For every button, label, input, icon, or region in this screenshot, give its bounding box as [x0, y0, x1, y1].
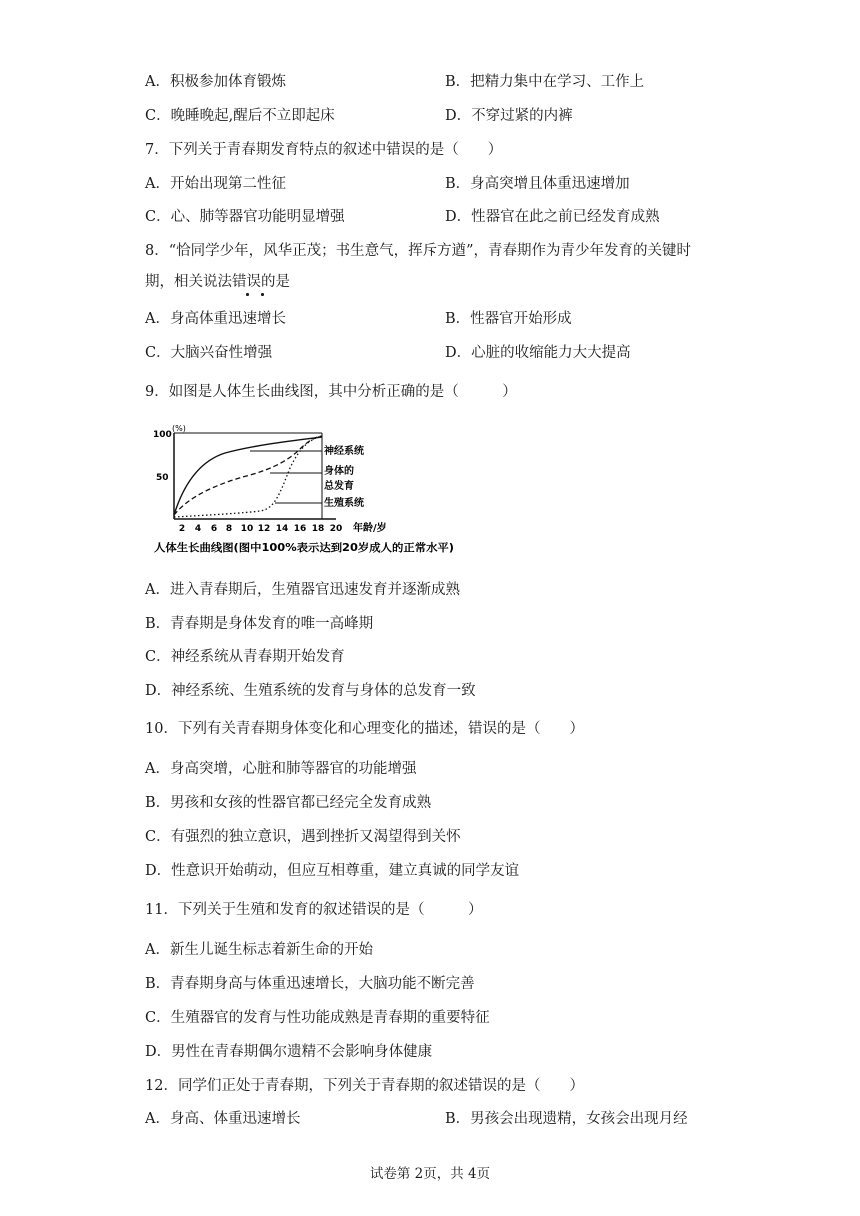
- q7-option-b: B．身高突增且体重迅速增加: [445, 176, 630, 192]
- x-tick: 14: [275, 524, 289, 534]
- x-tick: 8: [225, 524, 233, 534]
- q11-option-c: C．生殖器官的发育与性功能成熟是青春期的重要特征: [145, 1010, 490, 1026]
- label-body-line2: 总发育: [324, 481, 354, 492]
- y-unit: (%): [172, 424, 186, 433]
- q11-option-b: B．青春期身高与体重迅速增长，大脑功能不断完善: [145, 976, 475, 992]
- q11-option-a: A．新生儿诞生标志着新生命的开始: [145, 942, 373, 958]
- x-tick: 4: [194, 524, 202, 534]
- y-tick-50: 50: [156, 473, 169, 483]
- x-tick: 16: [293, 524, 307, 534]
- q10-option-b: B．男孩和女孩的性器官都已经完全发育成熟: [145, 795, 432, 811]
- q11-stem: 11．下列关于生殖和发育的叙述错误的是（ ）: [145, 902, 483, 918]
- figure-caption: 人体生长曲线图(图中100%表示达到20岁成人的正常水平): [154, 542, 432, 554]
- q8-option-a: A．身高体重迅速增长: [145, 311, 286, 327]
- q8-stem-line2-text: 期，相关说法错误的是: [145, 274, 290, 290]
- growth-curve-figure: [150, 423, 468, 561]
- q9-option-c: C．神经系统从青春期开始发育: [145, 649, 345, 665]
- growth-curve-svg: [150, 423, 468, 561]
- q8-option-b: B．性器官开始形成: [445, 311, 572, 327]
- x-tick: 20: [329, 524, 343, 534]
- x-tick: 2: [178, 524, 186, 534]
- y-tick-100: 100: [153, 430, 172, 440]
- q7-option-a: A．开始出现第二性征: [145, 176, 286, 192]
- q12-option-b: B．男孩会出现遗精，女孩会出现月经: [445, 1111, 688, 1127]
- q8-stem-line1: 8．“恰同学少年，风华正茂；书生意气，挥斥方遒”，青春期作为青少年发育的关键时: [145, 243, 692, 259]
- q6-option-a: A．积极参加体育锻炼: [145, 74, 286, 90]
- q8-option-c: C．大脑兴奋性增强: [145, 345, 273, 361]
- q12-option-a: A．身高、体重迅速增长: [145, 1111, 301, 1127]
- label-body-line1: 身体的: [324, 466, 354, 477]
- q8-stem-line2: [145, 272, 860, 292]
- q9-option-a: A．进入青春期后，生殖器官迅速发育并逐渐成熟: [145, 582, 460, 598]
- q6-option-c: C．晚睡晚起,醒后不立即起床: [145, 108, 335, 124]
- label-reproductive-system: 生殖系统: [324, 498, 364, 509]
- x-tick: 6: [210, 524, 218, 534]
- label-nervous-system: 神经系统: [324, 446, 364, 457]
- emphasis-dot: [261, 293, 264, 296]
- q10-stem: 10．下列有关青春期身体变化和心理变化的描述，错误的是（ ）: [145, 721, 584, 737]
- q7-option-c: C．心、肺等器官功能明显增强: [145, 209, 345, 225]
- q9-option-d: D．神经系统、生殖系统的发育与身体的总发育一致: [145, 683, 476, 699]
- q9-option-b: B．青春期是身体发育的唯一高峰期: [145, 616, 374, 632]
- x-axis-title: 年龄/岁: [353, 523, 387, 534]
- q6-option-d: D．不穿过紧的内裤: [445, 108, 573, 124]
- q11-option-d: D．男性在青春期偶尔遗精不会影响身体健康: [145, 1044, 433, 1060]
- q12-stem: 12．同学们正处于青春期，下列关于青春期的叙述错误的是（ ）: [145, 1078, 584, 1094]
- x-tick: 12: [257, 524, 271, 534]
- q7-option-d: D．性器官在此之前已经发育成熟: [445, 209, 660, 225]
- q10-option-d: D．性意识开始萌动，但应互相尊重，建立真诚的同学友谊: [145, 863, 520, 879]
- q9-stem: 9．如图是人体生长曲线图，其中分析正确的是（ ）: [145, 384, 517, 400]
- x-tick: 18: [311, 524, 325, 534]
- x-tick: 10: [240, 524, 254, 534]
- q10-option-a: A．身高突增，心脏和肺等器官的功能增强: [145, 761, 417, 777]
- q8-option-d: D．心脏的收缩能力大大提高: [445, 345, 631, 361]
- q6-option-b: B．把精力集中在学习、工作上: [445, 74, 645, 90]
- page-footer: 试卷第 2页，共 4页: [369, 1166, 491, 1182]
- q7-stem: 7．下列关于青春期发育特点的叙述中错误的是（ ）: [145, 142, 503, 158]
- emphasis-dot: [246, 293, 249, 296]
- q10-option-c: C．有强烈的独立意识，遇到挫折又渴望得到关怀: [145, 829, 461, 845]
